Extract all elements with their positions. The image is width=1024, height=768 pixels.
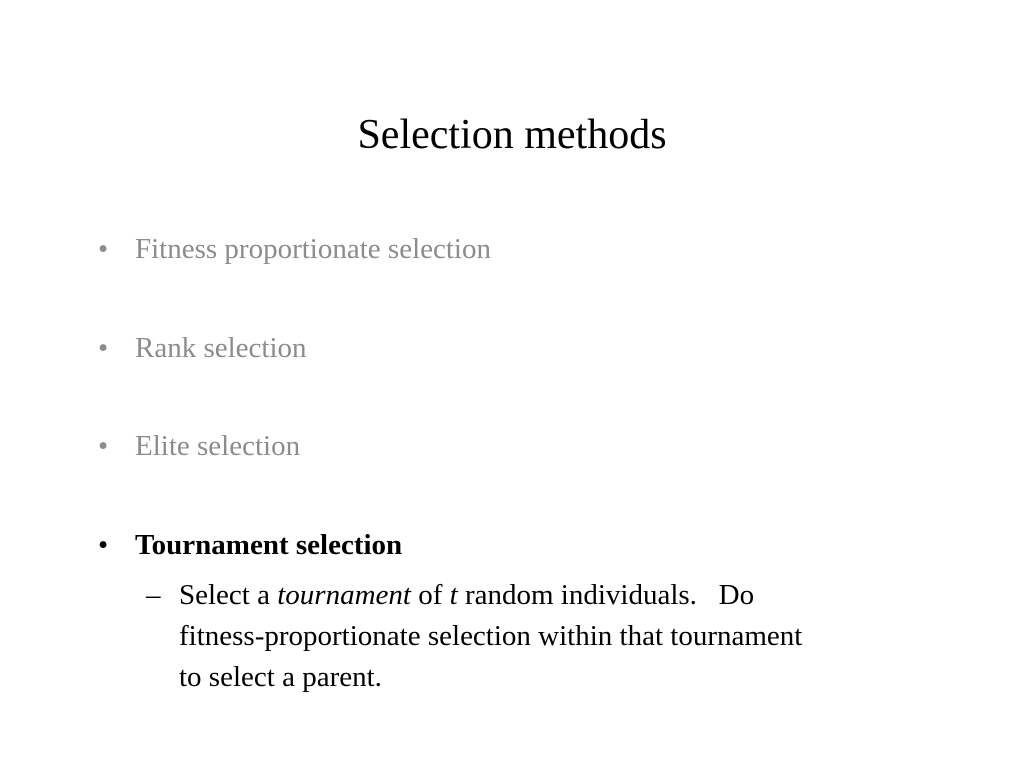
text-run: of [410, 579, 450, 611]
sub-bullet-line-3: to select a parent. [179, 661, 382, 693]
slide-title: Selection methods [357, 112, 667, 158]
text-run: random individuals. Do [457, 579, 755, 611]
bullet-icon: • [98, 430, 109, 462]
text-run: Select a [179, 579, 278, 611]
bullet-icon: • [98, 529, 109, 561]
bullet-icon: • [98, 233, 109, 265]
text-run-italic-t: t [449, 579, 458, 611]
bullet-label: Tournament selection [135, 529, 403, 561]
bullet-label: Rank selection [135, 332, 307, 364]
sub-bullet-text [179, 575, 939, 698]
dash-icon: – [146, 579, 161, 611]
bullet-label: Fitness proportionate selection [135, 233, 491, 265]
sub-bullet-line-2: fitness-proportionate selection within that tournament [179, 620, 803, 652]
sub-bullet-line-1 [179, 575, 939, 616]
text-run-italic-tournament: tournament [277, 579, 411, 611]
bullet-label: Elite selection [135, 430, 301, 462]
bullet-icon: • [98, 332, 109, 364]
